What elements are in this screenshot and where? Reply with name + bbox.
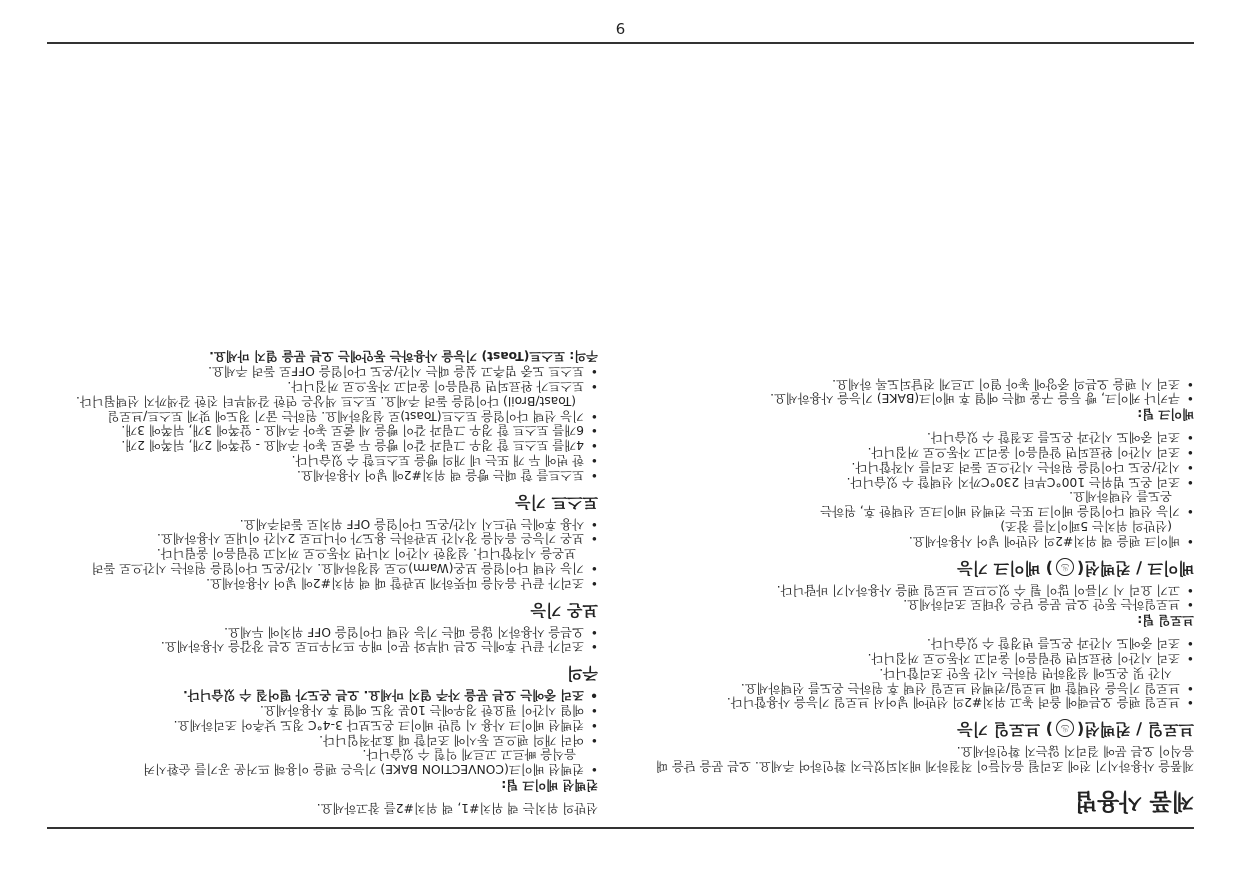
broil-line: • 조리 시간이 완료되면 알림음이 울리고 자동으로 꺼집니다. [644, 650, 1194, 665]
toast-line: • 4개를 토스트 할 경우 그림과 같이 빵을 두 줄로 놓아 주세요 - 앞쪽에 2개, 뒤쪽에 2개. [48, 437, 598, 452]
broil-line: • 브로일 기능을 선택할 때 브로일/컨벡션 브로일 선택 후 원하는 온도를 선택하세요. [644, 680, 1194, 695]
toast-line: • 토스트가 완료되면 알림음이 울리고 자동으로 꺼집니다. [48, 378, 598, 393]
toast-section-title: 토스트 기능 [515, 492, 598, 512]
bake-section-title: 베이크 / 컨벡션(♨) 베이크 기능 [957, 558, 1194, 578]
broil-tip-line: • 고기 요리 시 기름이 많이 튈 수 있으므로 브로일 팬을 사용하시기 바랍니다. [644, 582, 1194, 597]
convection-tip-line: • 여러 개의 팬으로 동시에 조리할 때 효과적입니다. [48, 732, 598, 747]
caution-line: • 오븐을 사용하지 않을 때는 기능 선택 다이얼을 OFF 위치에 두세요. [48, 624, 598, 639]
convection-tip-line: • 예열 시간이 필요한 경우에는 10분 정도 예열 후 사용하세요. [48, 702, 598, 717]
convection-fan-icon: ♨ [1056, 719, 1074, 737]
bake-line: 온도를 선택하세요. [1069, 489, 1172, 504]
convection-tip-line: 음식을 빠르고 고르게 익힐 수 있습니다. [362, 747, 576, 762]
warm-line: • 조리가 끝난 음식을 따뜻하게 보관할 때 랙 위치#2에 넣어 사용하세요. [48, 575, 598, 590]
column-usage [644, 55, 1194, 815]
broil-line: • 조리 중에도 시간과 온도를 변경할 수 있습니다. [644, 635, 1194, 650]
bake-line: • 조리 중에도 시간과 온도를 조절할 수 있습니다. [644, 429, 1194, 444]
bottom-rule [47, 42, 1194, 44]
bake-tip-line: • 쿠키나 케이크, 빵 등을 구울 때는 예열 후 베이크(BAKE) 기능을 사용하세요. [644, 391, 1194, 406]
convection-tip-label: 컨벡션 베이크 팁: [501, 778, 598, 793]
toast-line: (Toast/Broil) 다이얼을 돌려 주세요. 토스트 색상은 연한 갈색부터 진한 갈색까지 선택됩니다. [75, 393, 576, 408]
convection-tip-line: • 컨벡션 베이크(CONVECTION BAKE) 기능은 팬을 이용해 뜨거운 공기를 순환시켜 [48, 761, 598, 776]
intro-line: 음식이 오븐 문에 걸리지 않는지 확인하세요. [956, 744, 1194, 759]
page-number: 9 [615, 19, 626, 37]
toast-line: • 기능 선택 다이얼을 토스트(Toast)로 설정하세요. 원하는 굽기 정도에 맞게 토스트/브로일 [48, 408, 598, 423]
broil-line: • 브로일 팬을 오븐랙에 올려 놓고 위치#2의 선반에 넣어서 브로일 기능을 사용합니다. [644, 695, 1194, 710]
bake-tip-line: • 조리 시 팬을 오븐의 중앙에 놓아 열이 고르게 전달되도록 하세요. [644, 376, 1194, 391]
caution-title: 주의 [567, 664, 598, 684]
warm-line: 보온을 시작합니다. 설정한 시간이 지나면 자동으로 꺼지고 알림음이 울립니다. [156, 546, 576, 561]
toast-line: • 토스트 도중 멈추고 싶을 때는 시간/온도 다이얼을 OFF로 돌려 주세요. [48, 363, 598, 378]
bake-line: • 베이크 팬을 랙 위치#2의 선반에 넣어 사용하세요. [644, 533, 1194, 548]
bake-line: • 조리 온도 범위는 100°C부터 230°C까지 선택할 수 있습니다. [644, 474, 1194, 489]
top-rule [47, 827, 1194, 829]
toast-line: • 토스트를 할 때는 빵을 랙 위치#2에 넣어 사용하세요. [48, 467, 598, 482]
bake-line: • 기능 선택 다이얼을 베이크 또는 컨벡션 베이크로 선택한 후, 원하는 [644, 503, 1194, 518]
convection-tip-line: • 컨벡션 베이크 사용 시 일반 베이크 온도보다 3-4°C 정도 낮추어 조리하세요. [48, 717, 598, 732]
bake-line: • 조리 시간이 완료되면 알림음이 울리고 자동으로 꺼집니다. [644, 444, 1194, 459]
caution-line: • 조리가 끝난 후에는 오븐 내부와 문이 매우 뜨거우므로 오븐 장갑을 사용하세요. [48, 639, 598, 654]
convection-fan-icon: ♨ [1056, 558, 1074, 576]
warm-line: • 보온 기능은 음식을 장시간 보관하는 용도가 아니므로 2시간 이내로 사용하세요. [48, 531, 598, 546]
warm-section-title: 보온 기능 [530, 600, 598, 620]
toast-line: • 한 번에 두 개 또는 네 개의 빵을 토스트할 수 있습니다. [48, 452, 598, 467]
toast-note: 주의: 토스트(Toast) 기능을 사용하는 동안에는 오븐 문을 열지 마세요. [209, 349, 598, 364]
broil-section-title: 브로일 / 컨벡션(♨) 브로일 기능 [957, 720, 1194, 740]
toast-line: • 6개를 토스트 할 경우 그림과 같이 빵을 세 줄로 놓아 주세요 - 앞쪽에 3개, 뒤쪽에 3개. [48, 423, 598, 438]
convection-warning: • 조리 중에는 오븐 문을 자주 열지 마세요. 오븐 온도가 떨어질 수 있습니다. [48, 687, 598, 702]
page-title: 제품 사용법 [1074, 788, 1194, 814]
broil-tip-line: • 브로일하는 동안 오븐 문을 닫은 상태로 조리하세요. [644, 597, 1194, 612]
bake-line: (선반의 위치는 5페이지를 참조) [1000, 519, 1172, 534]
rack-note: 선반의 위치는 랙 위치#1, 랙 위치#2를 참고하세요. [316, 801, 598, 815]
intro-line: 제품을 사용하시기 전에 조리될 음식들이 적절하게 배치되었는지 확인하여 주세요. 오븐 문을 닫을 때 [656, 759, 1194, 773]
bake-line: • 시간/온도 다이얼을 원하는 시간으로 돌려 조리를 시작합니다. [644, 459, 1194, 474]
column-functions [48, 55, 598, 815]
warm-line: • 기능 선택 다이얼을 보온(Warm)으로 설정하세요. 시간/온도 다이얼을 원하는 시간으로 돌려 [48, 560, 598, 575]
broil-tip-label: 브로일 팁: [1137, 613, 1194, 628]
bake-tip-label: 베이크 팁: [1137, 407, 1194, 422]
broil-line: 시간 및 온도에 설정하면 원하는 시간 동안 조리합니다. [879, 665, 1172, 680]
warm-line: • 사용 후에는 반드시 시간/온도 다이얼을 OFF 위치로 돌려주세요. [48, 516, 598, 531]
